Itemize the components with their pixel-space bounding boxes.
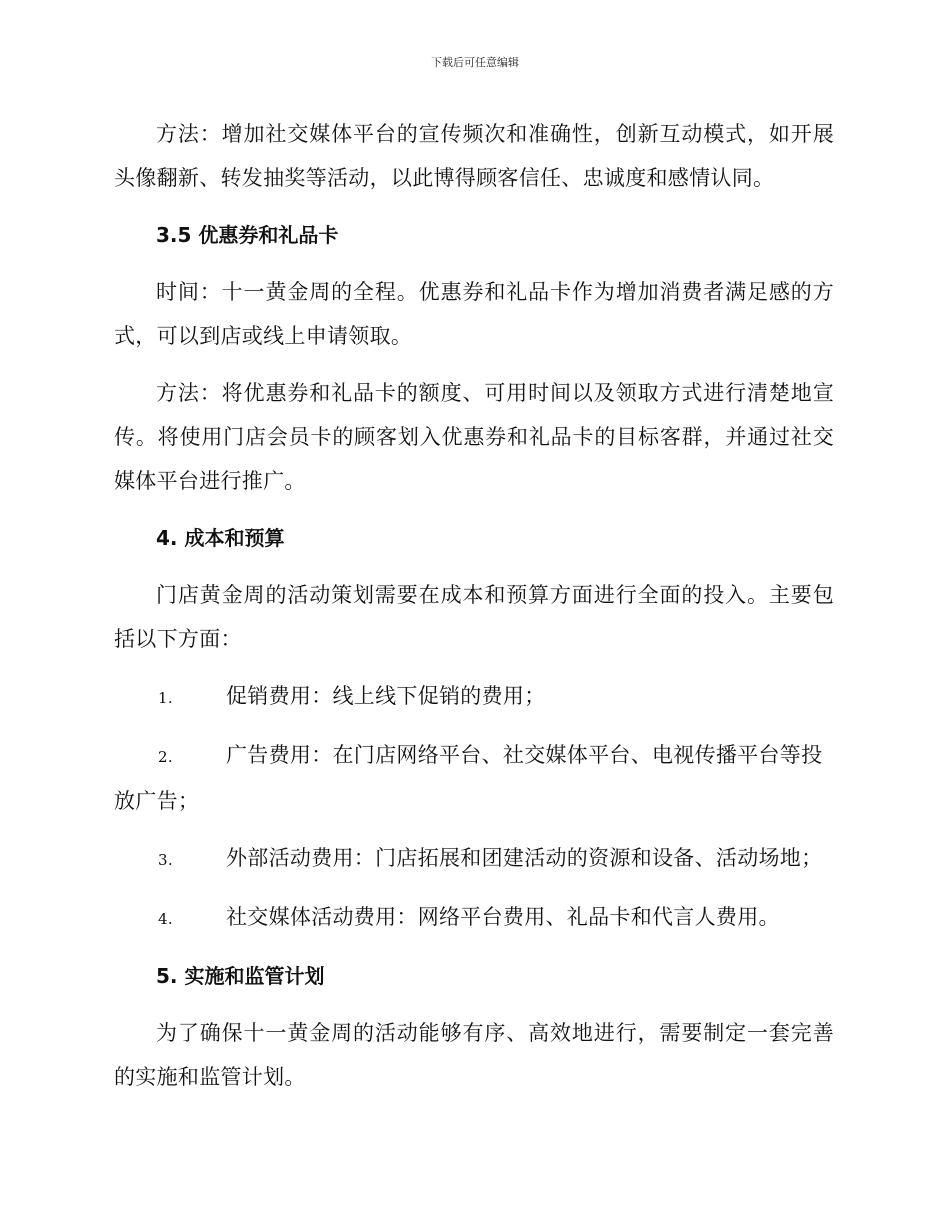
paragraph-method-coupons: 方法：将优惠券和礼品卡的额度、可用时间以及领取方式进行清楚地宣传。将使用门店会员卡的顾客划入优惠券和礼品卡的目标客群，并通过社交媒体平台进行推广。 <box>114 381 834 493</box>
list-item-number: 1. <box>158 689 173 707</box>
heading-5-implementation: 5. 实施和监管计划 <box>156 964 325 988</box>
list-item <box>114 836 834 882</box>
paragraph-time-coupons: 时间：十一黄金周的全程。优惠券和礼品卡作为增加消费者满足感的方式，可以到店或线上申请领取。 <box>114 280 834 348</box>
list-item <box>114 733 834 823</box>
page-header: 下载后可任意编辑 <box>431 56 519 69</box>
list-item <box>114 674 834 720</box>
document-body <box>114 112 834 1099</box>
list-item-number: 4. <box>158 910 173 928</box>
list-item-text: 外部活动费用：门店拓展和团建活动的资源和设备、活动场地； <box>226 846 823 870</box>
list-item-text: 促销费用：线上线下促销的费用； <box>226 684 546 708</box>
list-item-number: 3. <box>158 851 173 869</box>
paragraph-method-social: 方法：增加社交媒体平台的宣传频次和准确性，创新互动模式，如开展头像翻新、转发抽奖等活动，以此博得顾客信任、忠诚度和感情认同。 <box>114 122 834 190</box>
list-item-number: 2. <box>158 748 173 766</box>
list-item-text: 广告费用：在门店网络平台、社交媒体平台、电视传播平台等投放广告； <box>114 743 823 813</box>
heading-4-cost-budget: 4. 成本和预算 <box>156 526 285 550</box>
list-item <box>114 895 834 941</box>
heading-3-5-coupons: 3.5 优惠券和礼品卡 <box>156 223 339 247</box>
paragraph-cost-intro: 门店黄金周的活动策划需要在成本和预算方面进行全面的投入。主要包括以下方面： <box>114 583 834 651</box>
paragraph-implementation: 为了确保十一黄金周的活动能够有序、高效地进行，需要制定一套完善的实施和监管计划。 <box>114 1021 834 1089</box>
list-item-text: 社交媒体活动费用：网络平台费用、礼品卡和代言人费用。 <box>226 905 780 929</box>
